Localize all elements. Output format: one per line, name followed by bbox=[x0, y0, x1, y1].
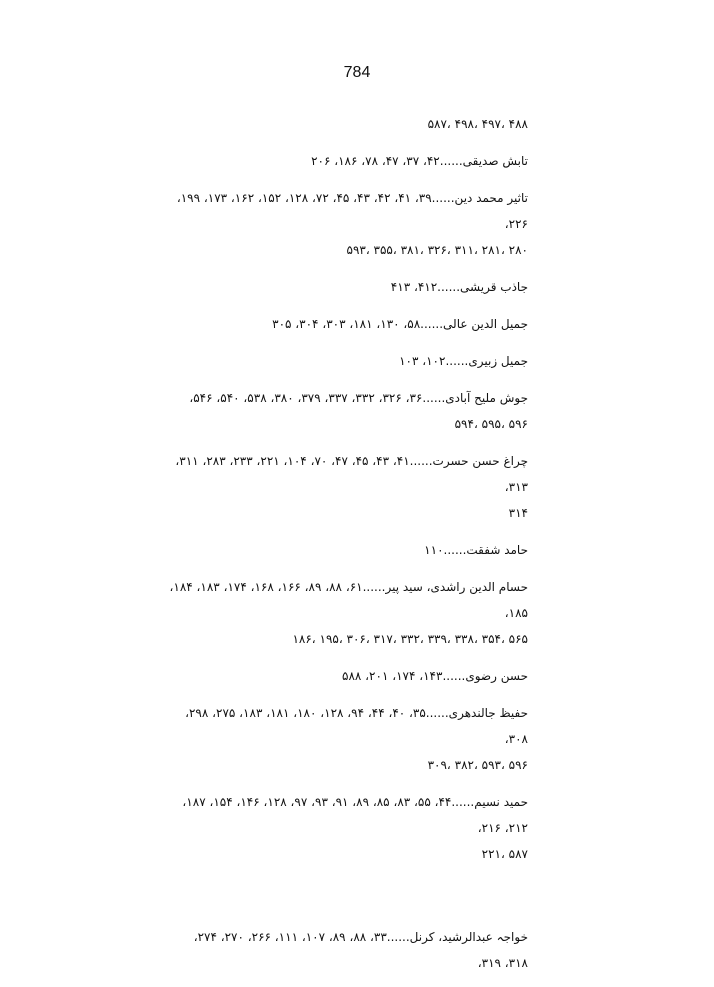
index-entries bbox=[168, 111, 528, 987]
page-number: 784 bbox=[343, 64, 371, 81]
index-entry bbox=[168, 537, 528, 563]
entry-line: جوش ملیح آبادی......۳۶، ۳۲۶، ۳۳۲، ۳۳۷، ۳۷۹، ۳۸۰، ۵۳۸، ۵۴۰، ۵۴۶، bbox=[189, 391, 528, 405]
entry-line: خواجہ عبدالرشید، کرنل......۳۳، ۸۸، ۸۹، ۱۰۷، ۱۱۱، ۲۶۶، ۲۷۰، ۲۷۴، ۳۱۸، ۳۱۹، bbox=[193, 930, 528, 970]
index-entry bbox=[168, 663, 528, 689]
index-entry bbox=[168, 111, 528, 137]
entry-line: حسام الدین راشدی، سید پیر......۶۱، ۸۸، ۸۹، ۱۶۶، ۱۶۸، ۱۷۴، ۱۸۳، ۱۸۴، ۱۸۵، bbox=[169, 580, 528, 620]
entry-line: ۵۸۷، ۴۹۸، ۴۹۷، ۴۸۸ bbox=[427, 117, 528, 131]
index-entry bbox=[168, 574, 528, 652]
index-entry bbox=[168, 185, 528, 263]
entry-line-continuation: ۵۹۴، ۵۹۵، ۵۹۶ bbox=[454, 417, 528, 431]
entry-line-continuation: ۲۲۱، ۵۸۷ bbox=[481, 847, 528, 861]
index-entry bbox=[168, 448, 528, 526]
entry-line: چراغ حسن حسرت......۴۱، ۴۳، ۴۵، ۴۷، ۷۰، ۱۰۴، ۲۲۱، ۲۳۳، ۲۸۳، ۳۱۱، ۳۱۳، bbox=[175, 454, 528, 494]
entry-line: حفیظ جالندھری......۳۵، ۴۰، ۴۴، ۹۴، ۱۲۸، ۱۸۰، ۱۸۱، ۱۸۳، ۲۷۵، ۲۹۸، ۳۰۸، bbox=[185, 706, 528, 746]
index-entry bbox=[168, 700, 528, 778]
entry-line-continuation: ۳۱۴ bbox=[508, 506, 528, 520]
index-entry bbox=[168, 789, 528, 867]
index-entry bbox=[168, 274, 528, 300]
entry-line: حامد شفقت......۱۱۰ bbox=[424, 543, 528, 557]
index-entry bbox=[168, 385, 528, 437]
entry-line-continuation: ۱۸۶، ۱۹۵، ۳۰۶، ۳۱۷، ۳۳۲، ۳۳۹، ۳۳۸، ۳۵۴، ۵۶۵ bbox=[292, 632, 528, 646]
entry-line: جمیل زبیری......۱۰۲، ۱۰۳ bbox=[399, 354, 528, 368]
index-entry bbox=[168, 148, 528, 174]
entry-line-continuation: ۵۹۳، ۳۵۵، ۳۸۱، ۳۲۶، ۳۱۱، ۲۸۱، ۲۸۰ bbox=[346, 243, 528, 257]
entry-line: جاذب قریشی......۴۱۲، ۴۱۳ bbox=[390, 280, 528, 294]
entry-line: حسن رضوی......۱۴۳، ۱۷۴، ۲۰۱، ۵۸۸ bbox=[342, 669, 528, 683]
entry-line: تاثیر محمد دین......۳۹، ۴۱، ۴۲، ۴۳، ۴۵، ۷۲، ۱۲۸، ۱۵۲، ۱۶۲، ۱۷۳، ۱۹۹، ۲۲۶، bbox=[176, 191, 528, 231]
section-gap bbox=[168, 878, 528, 924]
entry-line-continuation: ۳۰۹، ۳۸۲، ۵۹۳، ۵۹۶ bbox=[427, 758, 528, 772]
index-entry bbox=[168, 348, 528, 374]
entry-line: جمیل الدین عالی......۵۸، ۱۳۰، ۱۸۱، ۳۰۳، ۳۰۴، ۳۰۵ bbox=[272, 317, 528, 331]
index-entry bbox=[168, 311, 528, 337]
index-entry bbox=[168, 924, 528, 976]
entry-line: تابش صدیقی......۴۲، ۳۷، ۴۷، ۷۸، ۱۸۶، ۲۰۶ bbox=[311, 154, 528, 168]
entry-line: حمید نسیم......۴۴، ۵۵، ۸۳، ۸۵، ۸۹، ۹۱، ۹۳، ۹۷، ۱۲۸، ۱۴۶، ۱۵۴، ۱۸۷، ۲۱۲، ۲۱۶، bbox=[182, 795, 528, 835]
